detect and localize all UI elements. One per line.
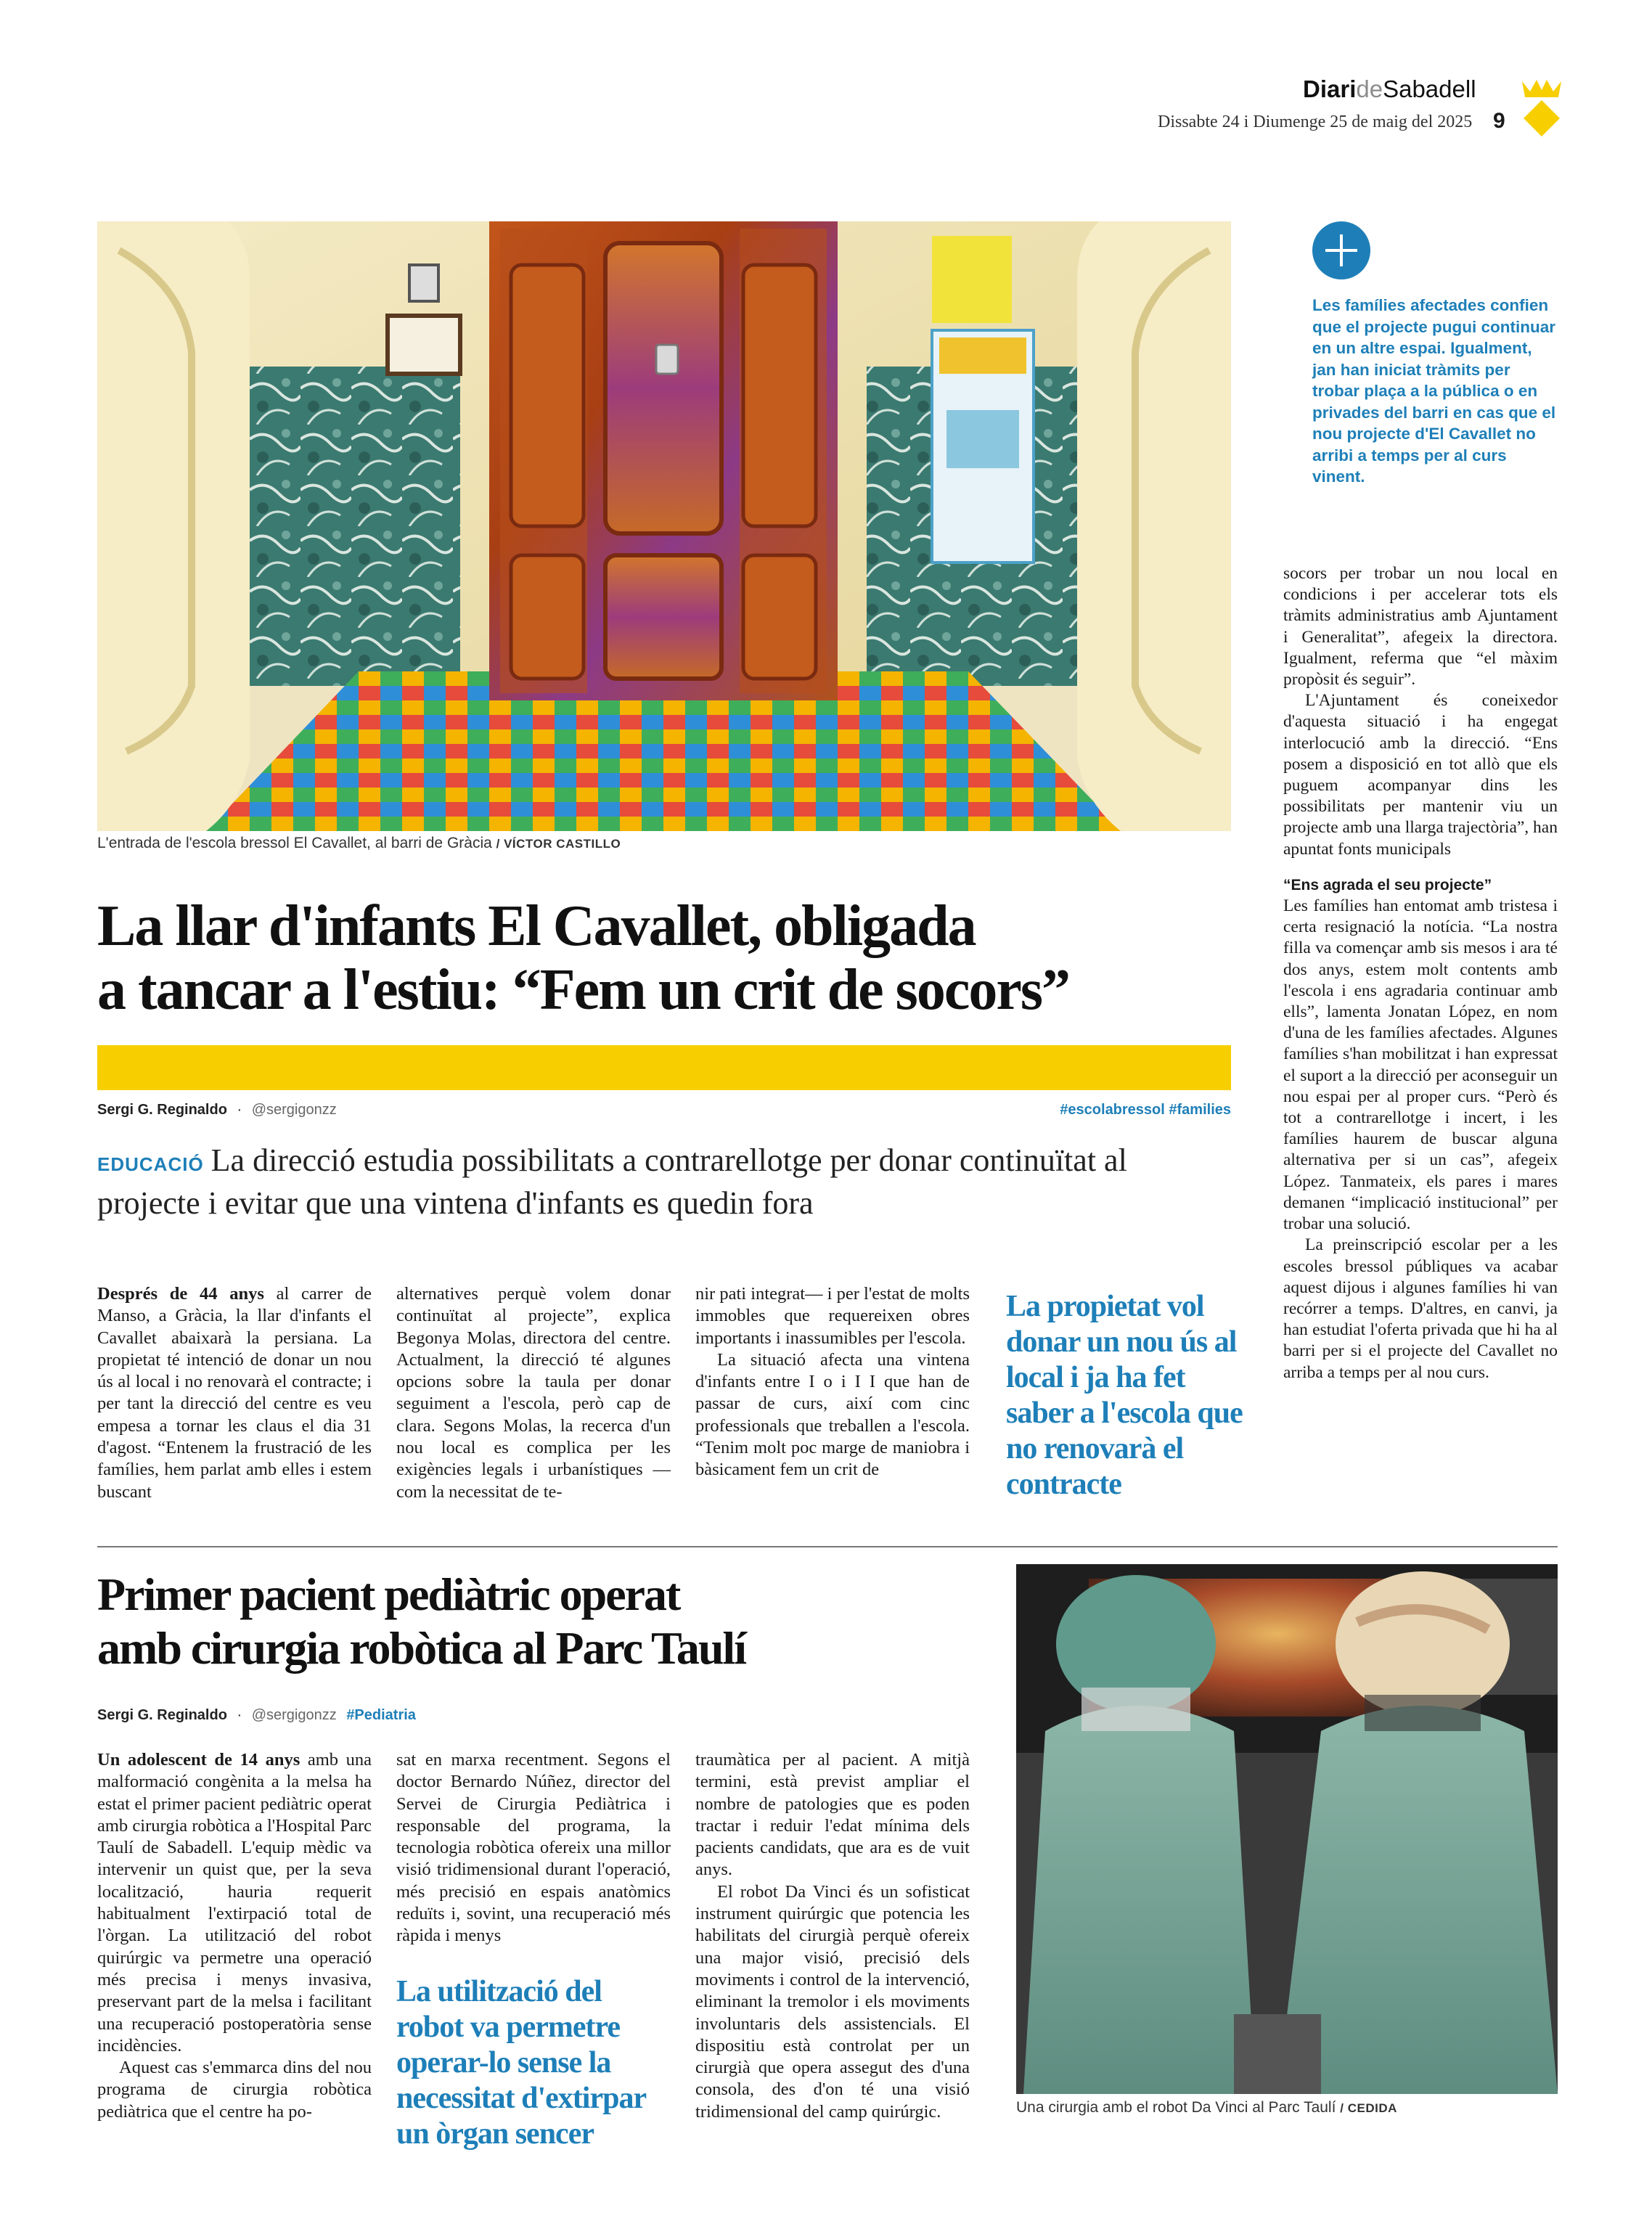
section-divider [97, 1546, 1558, 1547]
article1-column-3 [695, 1283, 970, 1481]
article2-pullquote: La utilització del robot va permetre operar-lo sense la necessitat d'extirpar un òrgan sencer [396, 1975, 646, 2151]
headline-line: a tancar a l'estiu: “Fem un crit de socors” [97, 958, 1069, 1022]
issue-date: Dissabte 24 i Diumenge 25 de maig del 2025 [1158, 113, 1473, 131]
article1-pullquote: La propietat vol donar un nou ús al local i ja ha fet saber a l'escola que no renovarà el contracte [1006, 1290, 1243, 1501]
paragraph: alternatives perquè volem donar continuïtat al projecte”, explica Begonya Molas, directora del centre. Actualment, la direcció té algunes opcions sobre la taula per donar seguiment a l'escola, però cap de clara. Segons Molas, la recerca d'un nou local es complica per les exigències legals i urbanístiques —com la necessitat de te- [396, 1284, 671, 1502]
author-name: Sergi G. Reginaldo [97, 1707, 227, 1723]
paragraph: Les famílies han entomat amb tristesa i certa resignació la notícia. “La nostra filla va començar amb sis mesos i ara té dos anys, estem molt contents amb l'escola i ens agradaria continuar amb ells”, lamenta Jonatan López, en nom d'una de les famílies afectades. Algunes famílies s'han mobilitzat i han expressat el suport a la direcció per aconseguir un nou espai per al proper curs. “Però és tot a contrarellotge i incert, i les famílies haurem de buscar alguna alternativa per si un cas”, afegeix López. Tanmateix, els pares i mares demanen “implicació institucional” per trobar una solució. [1283, 896, 1558, 1234]
paragraph: nir pati integrat— i per l'estat de molts immobles que requereixen obres importants i inassumibles per l'escola. [695, 1284, 970, 1348]
section-label: EDUCACIÓ [97, 1153, 204, 1175]
article1-tags[interactable]: #escolabressol #families [1060, 1102, 1231, 1118]
paragraph [97, 1749, 372, 2057]
brand-de: de [1356, 75, 1383, 102]
paragraph: Aquest cas s'emmarca dins del nou programa de cirurgia robòtica pediàtrica que el centre ha po- [97, 2058, 372, 2122]
paragraph: L'Ajuntament és coneixedor d'aquesta situació i ha engegat interlocució amb la direcció. “Ens posem a disposició en tot allò que els puguem acompanyar dins les possibilitats per mantenir viu un projecte amb una llarga trajectòria”, han apuntat fonts municipals [1283, 691, 1558, 859]
lead-in: Un adolescent de 14 anys [97, 1750, 300, 1770]
caption-text: Una cirurgia amb el robot Da Vinci al Parc Taulí [1016, 2099, 1336, 2116]
article2-column-2 [396, 1749, 671, 1947]
newspaper-brand [1303, 75, 1476, 103]
sidebar-plus-badge [1312, 221, 1370, 279]
deck-text: La direcció estudia possibilitats a contrarellotge per donar continuïtat al projecte i evitar que una vintena d'infants es quedin fora [97, 1142, 1127, 1221]
article1-column-1 [97, 1283, 372, 1503]
article2-photo-caption [1016, 2099, 1558, 2116]
author-name: Sergi G. Reginaldo [97, 1102, 227, 1118]
article1-column-2 [396, 1283, 671, 1503]
brand-diari: Diari [1303, 75, 1357, 102]
page-number: 9 [1493, 109, 1505, 133]
lead-in: Després de 44 anys [97, 1284, 264, 1304]
article1-deck [97, 1141, 1231, 1223]
photo-credit: / VÍCTOR CASTILLO [496, 837, 621, 851]
author-handle[interactable]: @sergigonzz [251, 1707, 337, 1723]
yellow-accent-bar [97, 1045, 1231, 1090]
paragraph: traumàtica per al pacient. A mitjà termini, està previst ampliar el nombre de patologies que es poden tractar i reduir l'edat mínima dels pacients candidats, que ara es de vuit anys. [695, 1750, 970, 1880]
paragraph: La preinscripció escolar per a les escoles bressol públiques va acabar aquest dijous i algunes famílies hi van recórrer a temps. D'altres, en canvi, ja han estudiat l'oferta privada que hi ha al barri per si el projecte del Cavallet no arriba a temps per al nou curs. [1283, 1235, 1558, 1382]
plus-icon [1312, 221, 1370, 279]
photo-caption [97, 835, 1186, 852]
crown-logo-icon [1519, 78, 1564, 136]
paragraph: La situació afecta una vintena d'infants entre I o i I I que han de passar de curs, així com cinc professionals que treballen a l'escola. “Tenim molt poc marge de maniobra i bàsicament fem un crit de [695, 1349, 970, 1480]
paragraph-text: amb una malformació congènita a la melsa ha estat el primer pacient pediàtric operat amb cirurgia robòtica a l'Hospital Parc Taulí de Sabadell. L'equip mèdic va intervenir un quist que, per la seva localització, hauria requerit habitualment l'extirpació total de l'òrgan. La utilització del robot quirúrgic va permetre una operació més precisa i menys invasiva, preservant part de la melsa i facilitant una recuperació postoperatòria sense incidències. [97, 1750, 372, 2056]
kindergarten-door-photo [97, 221, 1231, 831]
robotic-surgery-photo [1016, 1564, 1558, 2094]
headline-line: Primer pacient pediàtric operat [97, 1569, 680, 1620]
headline-line: La llar d'infants El Cavallet, obligada [97, 894, 976, 958]
article2-column-1 [97, 1749, 372, 2123]
byline-separator: · [237, 1102, 242, 1118]
paragraph: socors per trobar un nou local en condicions i per accelerar tots els tràmits administratius amb Ajuntament i Generalitat”, afegeix la directora. Igualment, referma que “el màxim propòsit és seguir”. [1283, 564, 1558, 690]
article1-right-column [1283, 563, 1558, 1383]
caption-text: L'entrada de l'escola bressol El Cavallet, al barri de Gràcia [97, 835, 492, 851]
article1-headline [97, 894, 1244, 1022]
article1-byline [97, 1102, 337, 1118]
paragraph: sat en marxa recentment. Segons el doctor Bernardo Núñez, director del Servei de Cirurgia Pediàtrica i responsable del programa, la tecnologia robòtica ofereix una millor visió tridimensional durant l'operació, més precisió en espais anatòmics reduïts i, sovint, una recuperació més ràpida i menys [396, 1750, 671, 1946]
subheading: “Ens agrada el seu projecte” [1283, 876, 1492, 893]
article2-column-3 [695, 1749, 970, 2123]
article2-headline [97, 1568, 1005, 1675]
paragraph-text: al carrer de Manso, a Gràcia, la llar d'infants el Cavallet abaixarà la persiana. La propietat té intenció de donar un nou ús al local i no renovarà el contracte; i per tant la direcció del centre es veu empesa a tornar les claus el dia 31 d'agost. “Entenem la frustració de les famílies, hem parlat amb elles i estem buscant [97, 1284, 372, 1502]
author-handle[interactable]: @sergigonzz [251, 1102, 337, 1118]
headline-line: amb cirurgia robòtica al Parc Taulí [97, 1622, 745, 1674]
paragraph: El robot Da Vinci és un sofisticat instrument quirúrgic que potencia les habilitats del cirurgià perquè ofereix una major visió, precisió dels moviments i control de la intervenció, eliminant la tremolor i els moviments involuntaris dels assistencials. El dispositiu està controlat per un cirurgià que opera assegut des d'una consola, des d'on té una visió tridimensional del camp quirúrgic. [695, 1881, 970, 2122]
byline-separator: · [237, 1707, 242, 1723]
brand-sabadell: Sabadell [1383, 75, 1476, 102]
photo-credit: / CEDIDA [1340, 2101, 1397, 2115]
article2-tag[interactable]: #Pediatria [346, 1707, 416, 1723]
sidebar-note: Les famílies afectades confien que el projecte pugui continuar en un altre espai. Igualment, jan han iniciat tràmits per trobar plaça a la pública o en privades del barri en cas que el nou projecte d'El Cavallet no arribi a temps per al curs vinent. [1312, 296, 1556, 486]
paragraph [97, 1283, 372, 1503]
article2-byline [97, 1707, 416, 1724]
